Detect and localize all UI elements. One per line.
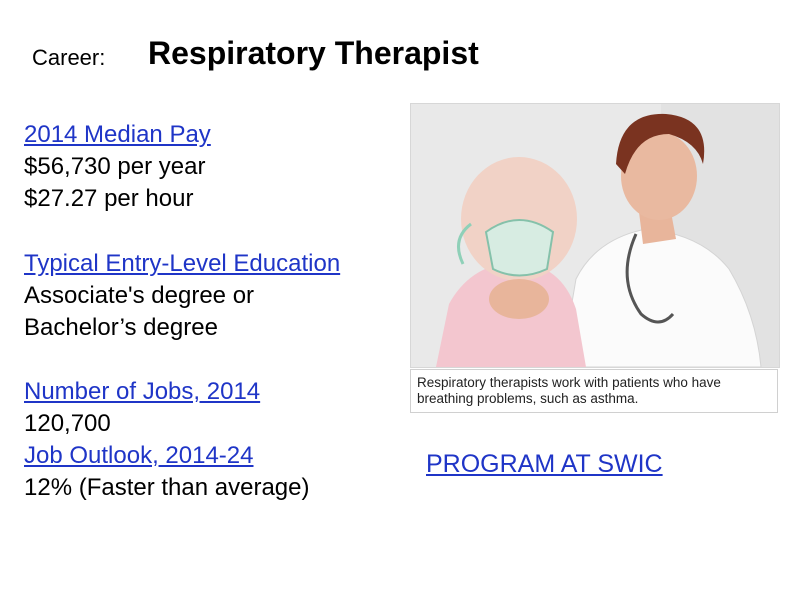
photo-caption-line-2: breathing problems, such as asthma. [417, 391, 639, 406]
photo-caption [410, 369, 778, 413]
photo-caption-line-1: Respiratory therapists work with patients who have [417, 375, 721, 390]
therapist-photo [410, 103, 780, 368]
median-pay-link[interactable]: 2014 Median Pay [24, 121, 211, 148]
therapist-photo-illustration [411, 104, 779, 367]
education-link[interactable]: Typical Entry-Level Education [24, 250, 341, 277]
number-of-jobs-link[interactable]: Number of Jobs, 2014 [24, 378, 261, 405]
annual-pay: $56,730 per year [24, 153, 206, 180]
number-of-jobs-value: 120,700 [24, 410, 111, 437]
education-line-1: Associate's degree or [24, 282, 255, 309]
job-outlook-value: 12% (Faster than average) [24, 474, 310, 501]
median-pay-section [24, 119, 211, 215]
job-outlook-link[interactable]: Job Outlook, 2014-24 [24, 442, 254, 469]
education-section [24, 248, 340, 344]
jobs-section [24, 376, 309, 504]
hourly-pay: $27.27 per hour [24, 185, 194, 212]
education-line-2: Bachelor’s degree [24, 314, 218, 341]
career-title: Respiratory Therapist [148, 35, 479, 71]
program-at-swic-link[interactable]: PROGRAM AT SWIC [426, 450, 663, 478]
career-prefix: Career: [32, 45, 106, 70]
